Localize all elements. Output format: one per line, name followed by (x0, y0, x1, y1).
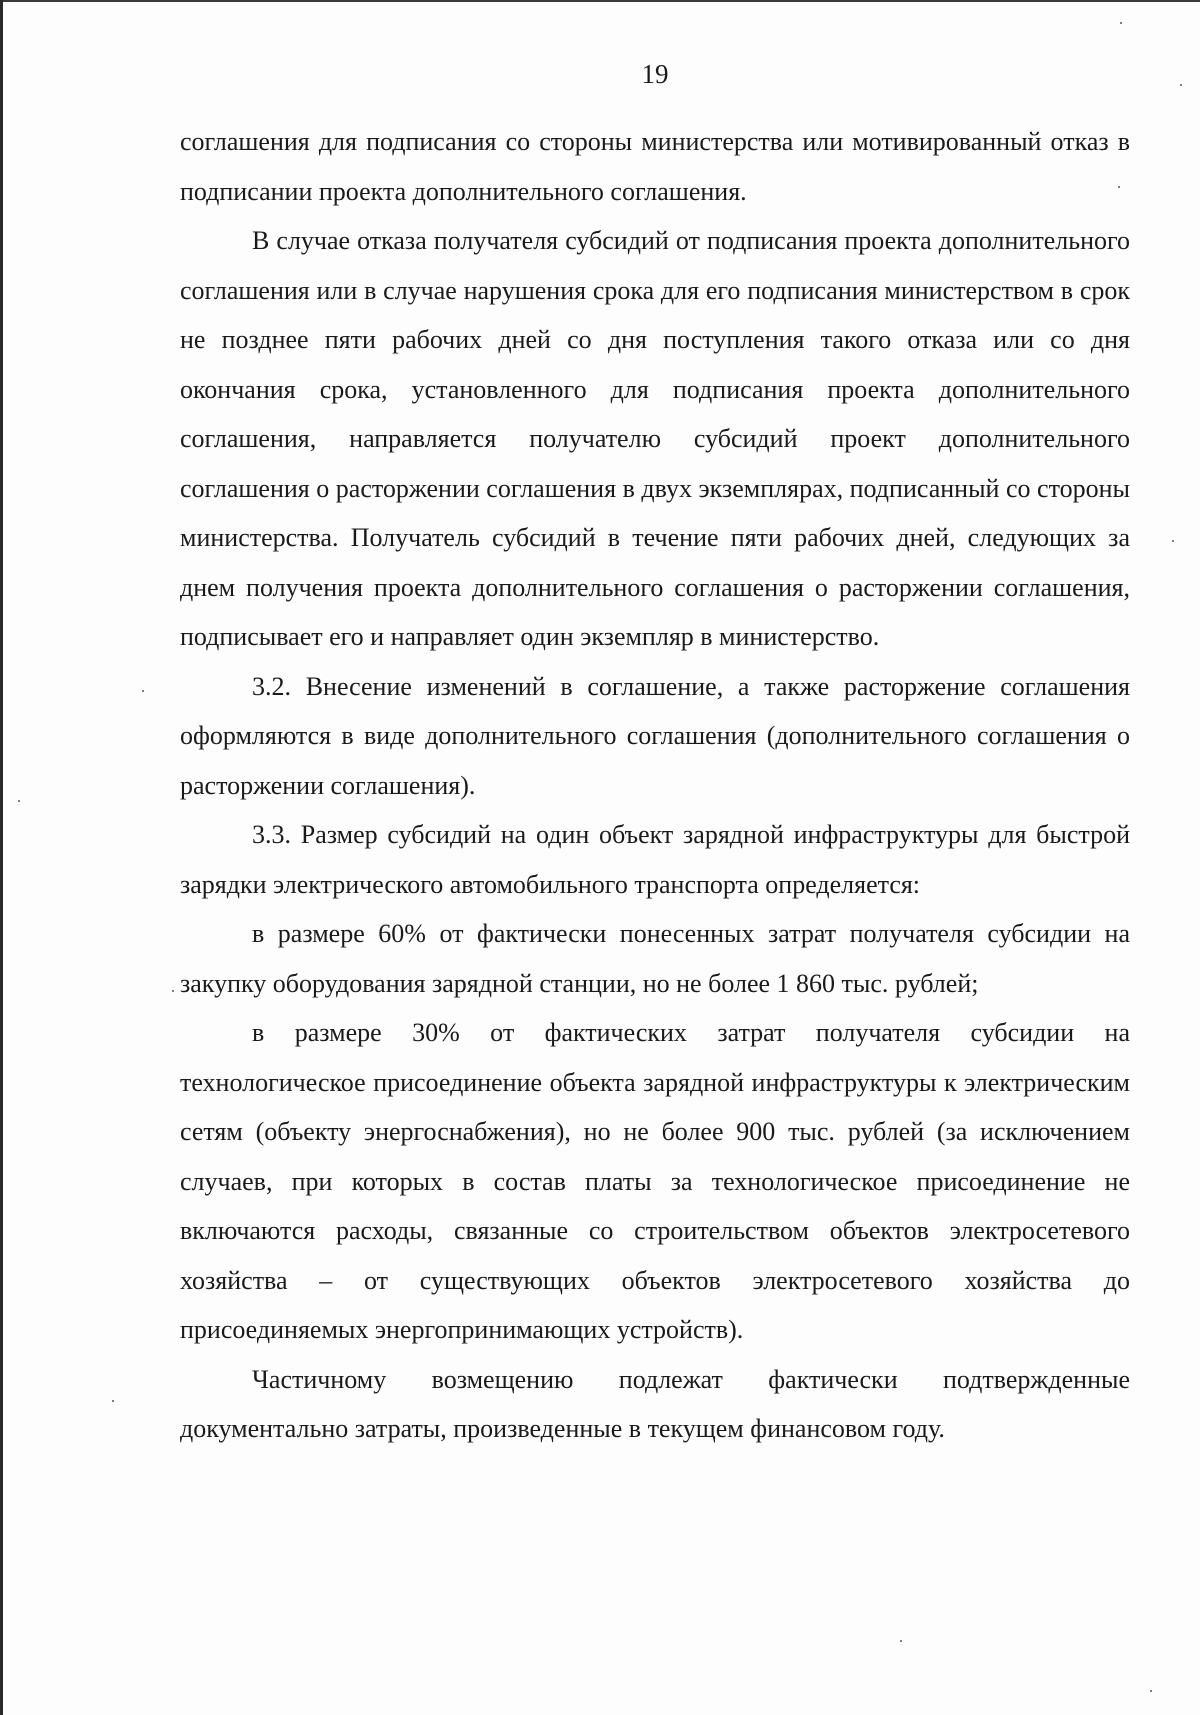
scan-speck (900, 1640, 902, 1642)
scan-speck (1180, 84, 1182, 86)
scan-speck (18, 800, 20, 802)
paragraph-partial-compensation: Частичному возмещению подлежат фактически подтвержденные документально затраты, произведенные в текущем финансовом году. (180, 1364, 1130, 1443)
scan-speck (1172, 540, 1174, 542)
page-number: 19 (641, 59, 669, 89)
scan-speck (142, 690, 144, 692)
paragraph-continuation: соглашения для подписания со стороны министерства или мотивированный отказ в подписании проекта дополнительного соглашения. (180, 127, 1130, 206)
scan-speck (1120, 22, 1122, 24)
paragraph-equipment-subsidy: в размере 60% от фактически понесенных затрат получателя субсидии на закупку оборудования зарядной станции, но не более 1 860 тыс. рублей; (180, 919, 1130, 998)
paragraph-clause-3-2: 3.2. Внесение изменений в соглашение, а также расторжение соглашения оформляются в виде дополнительного соглашения (дополнительного соглашения о расторжении соглашения). (180, 671, 1130, 800)
scan-left-edge (0, 0, 3, 1715)
document-body (180, 117, 1130, 1454)
scan-speck (112, 1400, 114, 1402)
scan-speck (1118, 186, 1120, 188)
scan-speck (1150, 1690, 1152, 1692)
paragraph-connection-subsidy: в размере 30% от фактических затрат получателя субсидии на технологическое присоединение объекта зарядной инфраструктуры к электрическим сетям (объекту энергоснабжения), но не более 900 тыс. рублей (за исключением случаев, при которых в состав платы за технологическое присоединение не включаются расходы, связанные со строительством объектов электросетевого хозяйства – от существующих объектов электросетевого хозяйства до присоединяемых энергопринимающих устройств). (180, 1018, 1130, 1344)
paragraph-clause-3-3: 3.3. Размер субсидий на один объект зарядной инфраструктуры для быстрой зарядки электрического автомобильного транспорта определяется: (180, 820, 1130, 899)
scan-top-edge (0, 0, 1200, 2)
scan-speck (172, 990, 174, 992)
paragraph-refusal-procedure: В случае отказа получателя субсидий от подписания проекта дополнительного соглашения или в случае нарушения срока для его подписания министерством в срок не позднее пяти рабочих дней со дня поступления такого отказа или со дня окончания срока, установленного для подписания проекта дополнительного соглашения, направляется получателю субсидий проект дополнительного соглашения о расторжении соглашения в двух экземплярах, подписанный со стороны министерства. Получатель субсидий в течение пяти рабочих дней, следующих за днем получения проекта дополнительного соглашения о расторжении соглашения, подписывает его и направляет один экземпляр в министерство. (180, 226, 1130, 651)
